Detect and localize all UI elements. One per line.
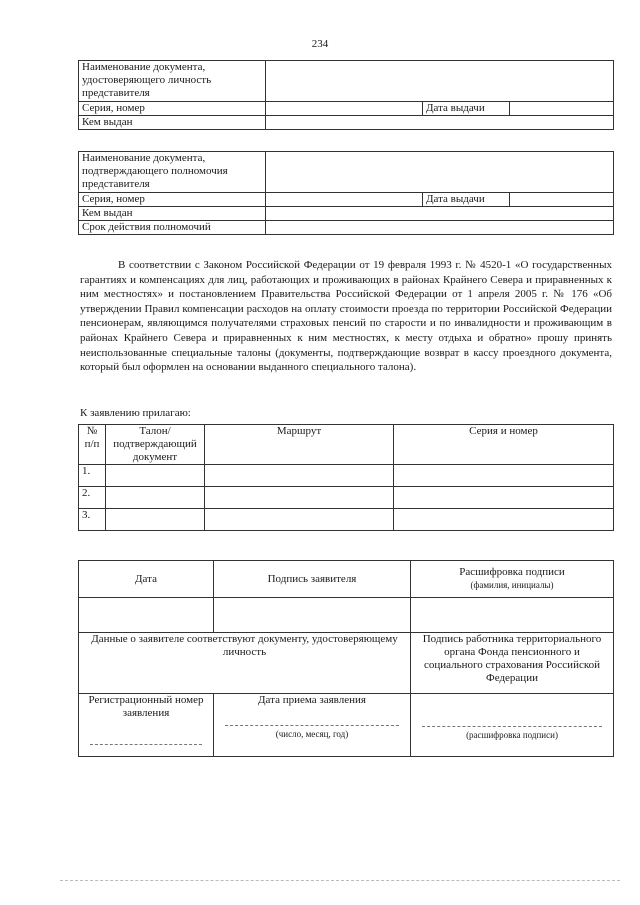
registration-number-cell[interactable] xyxy=(79,694,214,757)
series-cell[interactable] xyxy=(394,465,614,487)
authority-issue-date-value[interactable] xyxy=(510,193,614,207)
date-hint: (число, месяц, год) xyxy=(275,729,349,739)
signature-table xyxy=(78,560,614,757)
col-header-talon: Талон/ подтверждающий документ xyxy=(106,425,205,465)
data-match-cell: Данные о заявителе соответствуют документу, удостоверяющему личность xyxy=(79,633,411,694)
col-header-series: Серия и номер xyxy=(394,425,614,465)
page-number: 234 xyxy=(311,38,329,50)
issued-by-value[interactable] xyxy=(266,116,614,130)
date-header: Дата xyxy=(79,561,214,598)
row-number: 2. xyxy=(79,487,106,509)
fund-signature-value[interactable] xyxy=(411,694,614,757)
authority-doc-name-value[interactable] xyxy=(266,152,614,193)
issue-date-value[interactable] xyxy=(510,102,614,116)
series-number-label: Серия, номер xyxy=(79,102,266,116)
route-cell[interactable] xyxy=(205,487,394,509)
request-paragraph: В соответствии с Законом Российской Федерации от 19 февраля 1993 г. № 4520-1 «О государственных гарантиях и компенсациях для лиц, работающих и проживающих в районах Крайнего Севера и приравненных к ним местностях» и постановлением Правительства Российской Федерации от 1 апреля 2005 г. № 176 «Об утверждении Правил компенсации расходов на оплату стоимости проезда по территории Российской Федерации пенсионерам, являющимся получателями страховых пенсий по старости и по инвалидности и проживающим в районах Крайнего Севера и приравненных к ним местностях, к месту отдыха и обратно» прошу принять неиспользованные специальные талоны (документы, подтверждающие возврат в кассу проездного документа, который был оформлен на основании выданного специального талона). xyxy=(80,259,612,374)
series-number-value[interactable] xyxy=(266,102,423,116)
registration-number-line xyxy=(90,720,202,745)
attachment-label: К заявлению прилагаю: xyxy=(80,407,191,419)
series-cell[interactable] xyxy=(394,509,614,531)
row-number: 3. xyxy=(79,509,106,531)
validity-label: Срок действия полномочий xyxy=(79,221,266,235)
applicant-signature-header: Подпись заявителя xyxy=(214,561,411,598)
representative-authority-table xyxy=(78,151,614,235)
table-row xyxy=(79,487,614,509)
applicant-signature-value[interactable] xyxy=(214,598,411,633)
receipt-date-label: Дата приема заявления xyxy=(258,694,366,706)
doc-name-label: Наименование документа, удостоверяющего личность представителя xyxy=(79,61,266,102)
table-row xyxy=(79,509,614,531)
doc-name-value[interactable] xyxy=(266,61,614,102)
authority-series-number-label: Серия, номер xyxy=(79,193,266,207)
authority-doc-name-label: Наименование документа, подтверждающего полномочия представителя xyxy=(79,152,266,193)
fund-signature-cell: Подпись работника территориального органа Фонда пенсионного и социального страхования Российской Федерации xyxy=(411,633,614,694)
registration-number-label: Регистрационный номер заявления xyxy=(88,694,204,719)
representative-id-table xyxy=(78,60,614,130)
issued-by-label: Кем выдан xyxy=(79,116,266,130)
series-cell[interactable] xyxy=(394,487,614,509)
signature-decoding-label: Расшифровка подписи xyxy=(459,566,565,578)
col-header-number: № п/п xyxy=(79,425,106,465)
table-row xyxy=(79,465,614,487)
issue-date-label: Дата выдачи xyxy=(423,102,510,116)
decoding-hint: (расшифровка подписи) xyxy=(466,730,558,740)
talon-cell[interactable] xyxy=(106,509,205,531)
authority-series-number-value[interactable] xyxy=(266,193,423,207)
receipt-date-cell[interactable] xyxy=(214,694,411,757)
fund-signature-line xyxy=(422,694,602,727)
validity-value[interactable] xyxy=(266,221,614,235)
signature-decoding-header xyxy=(411,561,614,598)
route-cell[interactable] xyxy=(205,509,394,531)
date-value[interactable] xyxy=(79,598,214,633)
authority-issued-by-value[interactable] xyxy=(266,207,614,221)
authority-issue-date-label: Дата выдачи xyxy=(423,193,510,207)
row-number: 1. xyxy=(79,465,106,487)
route-cell[interactable] xyxy=(205,465,394,487)
talon-cell[interactable] xyxy=(106,465,205,487)
signature-decoding-value[interactable] xyxy=(411,598,614,633)
attachment-table xyxy=(78,424,614,531)
receipt-date-line xyxy=(225,707,399,726)
col-header-route: Маршрут xyxy=(205,425,394,465)
authority-issued-by-label: Кем выдан xyxy=(79,207,266,221)
name-hint: (фамилия, инициалы) xyxy=(470,580,554,590)
talon-cell[interactable] xyxy=(106,487,205,509)
bottom-divider xyxy=(60,880,620,881)
